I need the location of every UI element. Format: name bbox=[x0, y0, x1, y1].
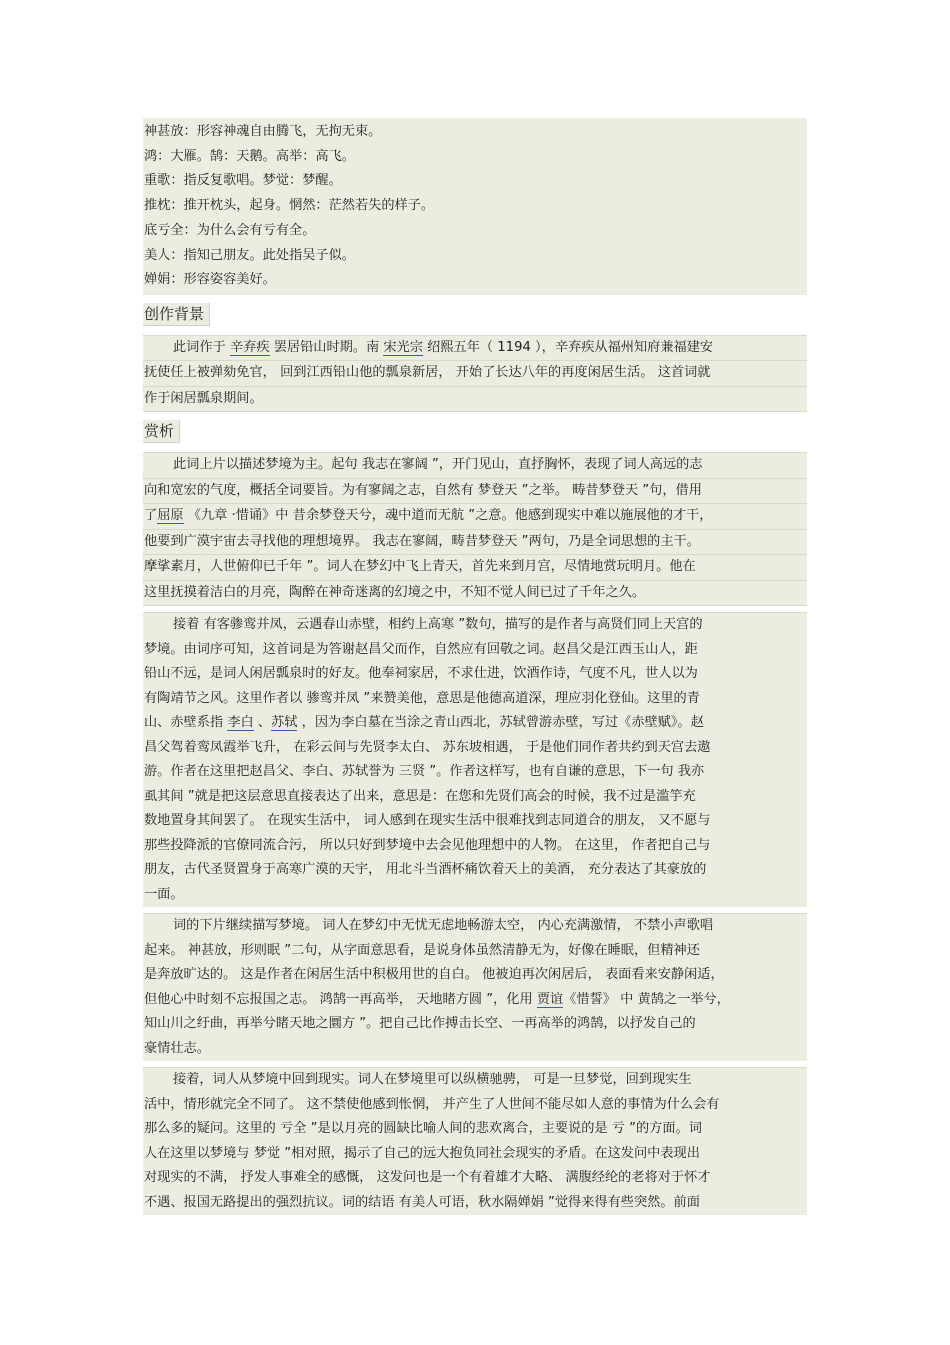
text-line: 豪情壮志。 bbox=[144, 1040, 210, 1056]
link-song-guangzong[interactable]: 宋光宗 bbox=[383, 339, 423, 355]
analysis-paragraph-4 bbox=[143, 1067, 807, 1215]
text-line: 向和宽宏的气度，概括全词要旨。为有寥阔之志，自然有 梦登天 ”之举。 畴昔梦登天 ”句，借用 bbox=[143, 479, 807, 505]
text-line: 活中，情形就完全不同了。 这不禁使他感到怅惘， 并产生了人世间不能尽如人意的事情为什么会有 bbox=[144, 1096, 720, 1112]
text-line: 接着，词人从梦境中回到现实。词人在梦境里可以纵横驰骋， 可是一旦梦觉，回到现实生 bbox=[143, 1067, 807, 1093]
text-line: 词的下片继续描写梦境。 词人在梦幻中无忧无虑地畅游太空， 内心充满激情， 不禁小声歌唱 bbox=[143, 913, 807, 939]
text-line: 虱其间 ”就是把这层意思直接表达了出来，意思是：在您和先贤们高会的时候，我不过是滥竽充 bbox=[144, 788, 696, 804]
analysis-paragraph-3 bbox=[143, 913, 807, 1061]
text-line bbox=[143, 988, 807, 1013]
text-segment: 山、赤壁系指 bbox=[144, 715, 228, 731]
text-line: 铅山不远，是词人闲居瓢泉时的好友。他奉祠家居，不求仕进，饮酒作诗，气度不凡，世人以为 bbox=[144, 666, 698, 682]
text-line bbox=[143, 504, 807, 530]
note-line: 底亏全：为什么会有亏有全。 bbox=[144, 222, 316, 238]
background-paragraph bbox=[143, 335, 807, 413]
text-line: 数地置身其间罢了。 在现实生活中， 词人感到在现实生活中很难找到志同道合的朋友， 又不愿与 bbox=[144, 813, 711, 829]
text-line: 人在这里以梦境与 梦觉 ”相对照，揭示了自己的远大抱负同社会现实的矛盾。在这发问中表现出 bbox=[144, 1145, 700, 1161]
text-line: 对现实的不满， 抒发人事难全的感慨， 这发问也是一个有着雄才大略、 满腹经纶的老将对于怀才 bbox=[144, 1170, 711, 1186]
text-line: 摩挲素月，人世俯仰已千年 ”。词人在梦幻中飞上青天，首先来到月宫，尽情地赏玩明月。他在 bbox=[143, 555, 807, 581]
analysis-paragraph-2 bbox=[143, 612, 807, 907]
text-line: 朋友，古代圣贤置身于高寒广漠的天宇， 用北斗当酒杯痛饮着天上的美酒， 充分表达了其豪放的 bbox=[144, 862, 707, 878]
link-xin-qiji[interactable]: 辛弃疾 bbox=[229, 339, 270, 355]
text-segment: 《惜誓》 中 黄鹄之一举兮， bbox=[563, 991, 730, 1007]
text-line: 是奔放旷达的。 这是作者在闲居生活中积极用世的自白。 他被迫再次闲居后， 表面看来安静闲适， bbox=[144, 967, 724, 983]
note-line: 神甚放：形容神魂自由腾飞，无拘无束。 bbox=[144, 124, 382, 139]
link-su-shi[interactable]: 苏轼 bbox=[271, 715, 298, 731]
text-segment: ，因为李白墓在当涂之青山西北，苏轼曾游赤壁，写过《赤壁赋》。赵 bbox=[297, 715, 704, 731]
text-line: 他要到广漠宇宙去寻找他的理想境界。 我志在寥阔，畴昔梦登天 ”两句，乃是全词思想的主干。 bbox=[143, 530, 807, 556]
note-line: 美人：指知己朋友。此处指吴子似。 bbox=[144, 247, 355, 263]
text-line: 那么多的疑问。这里的 亏全 ”是以月亮的圆缺比喻人间的悲欢离合，主要说的是 亏 ”的方面。词 bbox=[144, 1121, 702, 1137]
text-line: 知山川之纡曲，再举兮睹天地之圜方 ”。把自己比作搏击长空、一再高举的鸿鹄，以抒发自己的 bbox=[144, 1016, 696, 1032]
analysis-paragraph-1 bbox=[143, 452, 807, 606]
annotation-notes bbox=[143, 118, 807, 295]
note-line: 推枕：推开枕头，起身。惘然：茫然若失的样子。 bbox=[144, 198, 435, 214]
text-line: 有陶靖节之风。这里作者以 骖鸾并凤 ”来赞美他，意思是他德高道深，理应羽化登仙。这里的青 bbox=[144, 690, 700, 706]
note-line: 重歌：指反复歌唱。梦觉：梦醒。 bbox=[144, 173, 342, 189]
text-segment: 、 bbox=[253, 715, 272, 731]
heading-background-text: 创作背景 bbox=[143, 303, 210, 326]
text-segment: 《九章 ·惜诵》中 昔余梦登天兮，魂中道而无航 ”之意。他感到现实中难以施展他的才干， bbox=[183, 508, 713, 524]
text-segment: 罢居铅山时期。南 bbox=[269, 339, 384, 355]
text-line: 起来。 神甚放，形则眠 ”二句，从字面意思看，是说身体虽然清静无为，好像在睡眠，但精神还 bbox=[144, 942, 700, 958]
text-line: 梦境。由词序可知，这首词是为答谢赵昌父而作，自然应有回敬之词。赵昌父是江西玉山人，距 bbox=[144, 641, 698, 657]
link-jia-yi[interactable]: 贾谊 bbox=[536, 991, 564, 1007]
note-line: 婵娟：形容姿容美好。 bbox=[144, 272, 276, 288]
text-segment: 绍熙五年（ 1194 ），辛弃疾从福州知府兼福建安 bbox=[422, 339, 714, 355]
text-line: 此词上片以描述梦境为主。起句 我志在寥阔 ”，开门见山，直抒胸怀，表现了词人高远的志 bbox=[143, 452, 807, 479]
link-li-bai[interactable]: 李白 bbox=[227, 715, 254, 731]
note-line: 鸿：大雁。鹄：天鹅。高举：高飞。 bbox=[144, 148, 355, 164]
text-line: 抚使任上被弹劾免官， 回到江西铅山他的瓢泉新居， 开始了长达八年的再度闲居生活。 这首词就 bbox=[143, 361, 807, 387]
text-line: 那些投降派的官僚同流合污， 所以只好到梦境中去会见他理想中的人物。 在这里， 作者把自己与 bbox=[144, 837, 711, 853]
text-line: 昌父驾着鸾凤霞举飞升， 在彩云间与先贤李太白、 苏东坡相遇， 于是他们同作者共约到天宫去遨 bbox=[144, 739, 711, 755]
section-heading-background bbox=[143, 303, 807, 329]
text-line: 不遇、报国无路提出的强烈抗议。词的结语 有美人可语，秋水隔婵娟 ”觉得来得有些突然。前面 bbox=[144, 1194, 700, 1210]
text-segment: 此词作于 bbox=[173, 339, 230, 355]
text-line: 接着 有客骖鸾并凤，云遇春山赤壁，相约上高寒 ”数句，描写的是作者与高贤们同上天宫的 bbox=[143, 612, 807, 638]
text-segment: 了 bbox=[144, 508, 158, 524]
document-page bbox=[143, 118, 807, 1215]
text-line: 一面。 bbox=[144, 886, 184, 902]
text-segment: 但他心中时刻不忘报国之志。 鸿鹄一再高举， 天地睹方圆 ”，化用 bbox=[144, 991, 537, 1007]
section-heading-analysis bbox=[143, 420, 807, 446]
text-line: 游。作者在这里把赵昌父、李白、苏轼誉为 三贤 ”。作者这样写，也有自谦的意思，下一句 我亦 bbox=[144, 764, 705, 780]
text-line bbox=[143, 335, 807, 362]
link-qu-yuan[interactable]: 屈原 bbox=[157, 508, 184, 524]
text-line: 这里抚摸着洁白的月亮，陶醉在神奇迷离的幻境之中，不知不觉人间已过了千年之久。 bbox=[143, 581, 807, 607]
text-line bbox=[143, 711, 807, 736]
heading-analysis-text: 赏析 bbox=[143, 420, 180, 443]
text-line: 作于闲居瓢泉期间。 bbox=[143, 387, 807, 413]
